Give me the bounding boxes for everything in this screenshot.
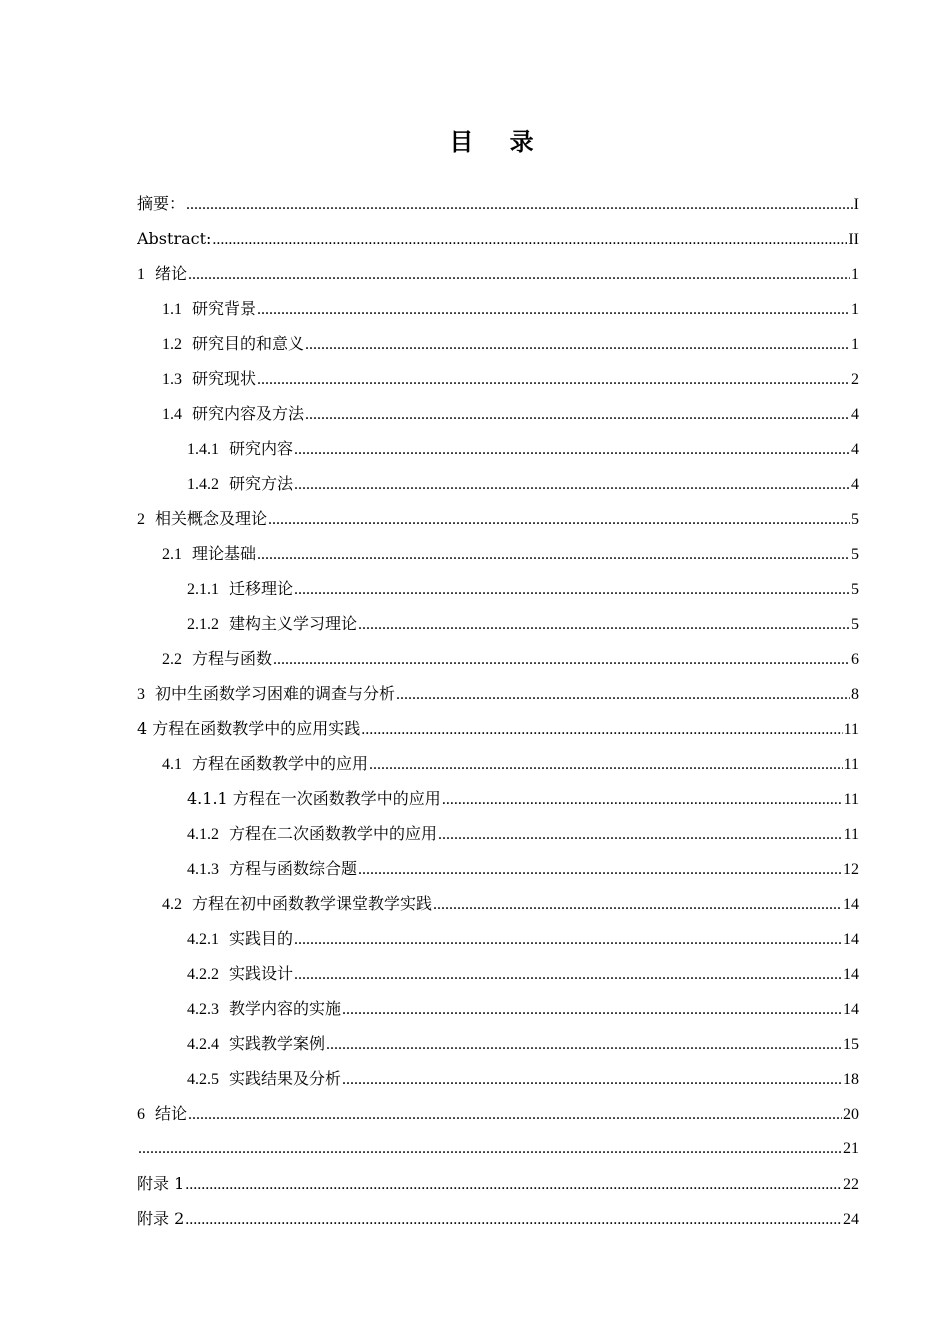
toc-dot-leader (358, 607, 850, 641)
toc-entry[interactable] (137, 676, 859, 711)
toc-entry-label: 方程与函数综合题 (229, 859, 358, 878)
toc-dot-leader (438, 817, 843, 851)
toc-entry-number: 4.2.1 (187, 931, 219, 948)
table-of-contents (137, 186, 859, 1236)
toc-dot-leader (185, 1202, 842, 1236)
toc-dot-leader (442, 782, 843, 816)
toc-entry-page-number: 21 (843, 1140, 859, 1157)
toc-entry[interactable] (137, 1166, 859, 1201)
toc-entry-page-number: 11 (843, 756, 859, 773)
toc-dot-leader (305, 397, 850, 431)
toc-dot-leader (326, 1027, 842, 1061)
toc-entry-label: 研究背景 (192, 299, 257, 318)
toc-entry[interactable] (137, 1096, 859, 1131)
toc-entry-label: 方程在二次函数教学中的应用 (229, 824, 438, 843)
toc-entry[interactable] (137, 711, 859, 746)
toc-entry-page-number: 5 (851, 546, 859, 563)
toc-entry-number: 4.2.3 (187, 1001, 219, 1018)
toc-entry-page-number: I (853, 196, 859, 213)
toc-entry-number: 4.2.2 (187, 966, 219, 983)
toc-entry[interactable] (137, 431, 859, 466)
toc-entry-page-number: 4 (851, 441, 859, 458)
toc-entry[interactable] (137, 536, 859, 571)
toc-dot-leader (361, 712, 842, 746)
toc-entry-label: 结论 (155, 1104, 188, 1123)
toc-dot-leader (294, 467, 850, 501)
toc-dot-leader (294, 432, 850, 466)
toc-entry-page-number: 14 (843, 896, 859, 913)
toc-dot-leader (396, 677, 850, 711)
toc-entry-label: 相关概念及理论 (155, 509, 268, 528)
toc-entry-page-number: 18 (843, 1071, 859, 1088)
toc-entry-number: 6 (137, 1106, 145, 1123)
toc-entry-label: 研究方法 (229, 474, 294, 493)
toc-entry[interactable] (137, 606, 859, 641)
toc-dot-leader (138, 1131, 842, 1166)
toc-dot-leader (188, 1097, 842, 1131)
toc-dot-leader (369, 747, 843, 781)
toc-entry-number: 4.1.3 (187, 861, 219, 878)
toc-entry-page-number: 1 (851, 336, 859, 353)
toc-entry-label: 方程在初中函数教学课堂教学实践 (192, 894, 433, 913)
toc-entry[interactable] (137, 361, 859, 396)
toc-entry-page-number: 5 (851, 616, 859, 633)
toc-entry-label: 附录 1 (137, 1174, 185, 1193)
toc-entry[interactable] (137, 1026, 859, 1061)
toc-dot-leader (342, 992, 842, 1026)
toc-entry-number: 2.2 (162, 651, 182, 668)
toc-entry-number: 2.1 (162, 546, 182, 563)
toc-entry-label: 附录 2 (137, 1209, 185, 1228)
toc-entry[interactable] (137, 1201, 859, 1236)
toc-entry[interactable] (137, 221, 859, 256)
toc-entry-number: 4.1.2 (187, 826, 219, 843)
toc-dot-leader (186, 187, 853, 221)
toc-entry[interactable] (137, 326, 859, 361)
toc-entry-page-number: 12 (843, 861, 859, 878)
toc-dot-leader (188, 257, 850, 291)
toc-entry-page-number: 8 (851, 686, 859, 703)
toc-entry-number: 3 (137, 686, 145, 703)
toc-entry[interactable] (137, 501, 859, 536)
toc-entry[interactable] (137, 746, 859, 781)
toc-entry-label: 教学内容的实施 (229, 999, 342, 1018)
toc-entry-page-number: II (848, 231, 859, 248)
toc-entry-label: 方程与函数 (192, 649, 273, 668)
toc-entry-label: 研究内容及方法 (192, 404, 305, 423)
toc-entry-page-number: 11 (843, 721, 859, 738)
toc-entry[interactable] (137, 1061, 859, 1096)
toc-entry-number: 4.1 (162, 756, 182, 773)
toc-dot-leader (257, 362, 850, 396)
toc-entry[interactable] (137, 641, 859, 676)
toc-dot-leader (273, 642, 850, 676)
toc-entry-page-number: 22 (843, 1176, 859, 1193)
toc-entry-page-number: 14 (843, 1001, 859, 1018)
toc-entry-page-number: 2 (851, 371, 859, 388)
toc-entry-label: Abstract: (137, 229, 212, 248)
toc-entry-number: 1.2 (162, 336, 182, 353)
toc-entry-number: 4.2 (162, 896, 182, 913)
toc-entry-label: 初中生函数学习困难的调查与分析 (155, 684, 396, 703)
toc-entry[interactable] (137, 466, 859, 501)
toc-entry-label: 摘要： (137, 194, 186, 213)
toc-entry-number: 4.2.4 (187, 1036, 219, 1053)
toc-entry-label: 研究现状 (192, 369, 257, 388)
toc-dot-leader (268, 502, 850, 536)
toc-dot-leader (433, 887, 842, 921)
toc-entry-number: 2.1.1 (187, 581, 219, 598)
toc-entry-label: 迁移理论 (229, 579, 294, 598)
toc-entry[interactable] (137, 571, 859, 606)
toc-entry-label: 绪论 (155, 264, 188, 283)
toc-entry-label: 实践设计 (229, 964, 294, 983)
toc-dot-leader (294, 922, 842, 956)
toc-entry-page-number: 5 (851, 581, 859, 598)
toc-entry-label: 研究目的和意义 (192, 334, 305, 353)
toc-entry-label: 建构主义学习理论 (229, 614, 358, 633)
toc-entry-page-number: 14 (843, 931, 859, 948)
toc-entry-label: 研究内容 (229, 439, 294, 458)
toc-entry-page-number: 24 (843, 1211, 859, 1228)
toc-entry[interactable] (137, 956, 859, 991)
toc-entry-label: 方程在函数教学中的应用 (192, 754, 369, 773)
toc-entry-number: 2 (137, 511, 145, 528)
toc-dot-leader (257, 292, 850, 326)
toc-entry-number: 1.3 (162, 371, 182, 388)
toc-entry-page-number: 1 (851, 301, 859, 318)
toc-entry-number: 1.1 (162, 301, 182, 318)
toc-entry-number: 4.2.5 (187, 1071, 219, 1088)
toc-entry[interactable] (137, 816, 859, 851)
toc-entry[interactable] (137, 256, 859, 291)
toc-entry[interactable] (137, 921, 859, 956)
toc-entry-page-number: 14 (843, 966, 859, 983)
toc-entry-label: 4.1.1 方程在一次函数教学中的应用 (187, 789, 441, 808)
toc-entry-page-number: 11 (843, 826, 859, 843)
toc-entry-page-number: 4 (851, 406, 859, 423)
toc-dot-leader (212, 222, 847, 256)
toc-entry-label: 4 方程在函数教学中的应用实践 (137, 719, 361, 738)
toc-dot-leader (185, 1167, 842, 1201)
toc-dot-leader (358, 852, 842, 886)
toc-entry-number: 1 (137, 266, 145, 283)
toc-entry-label: 理论基础 (192, 544, 257, 563)
toc-entry-number: 1.4.1 (187, 441, 219, 458)
toc-entry-number: 1.4.2 (187, 476, 219, 493)
toc-dot-leader (257, 537, 850, 571)
toc-entry-number: 2.1.2 (187, 616, 219, 633)
toc-entry[interactable] (137, 186, 859, 221)
page-title: 目 录 (449, 128, 548, 156)
toc-entry-page-number: 4 (851, 476, 859, 493)
toc-entry[interactable] (137, 291, 859, 326)
toc-entry-page-number: 15 (843, 1036, 859, 1053)
toc-entry[interactable] (137, 781, 859, 816)
toc-entry-number: 1.4 (162, 406, 182, 423)
toc-entry-page-number: 6 (851, 651, 859, 668)
toc-dot-leader (342, 1062, 842, 1096)
toc-entry-page-number: 11 (843, 791, 859, 808)
toc-entry-page-number: 20 (843, 1106, 859, 1123)
toc-entry-label: 实践结果及分析 (229, 1069, 342, 1088)
toc-entry-page-number: 5 (851, 511, 859, 528)
toc-dot-leader (294, 957, 842, 991)
toc-dot-leader (294, 572, 850, 606)
toc-entry[interactable] (137, 886, 859, 921)
toc-entry-label: 实践目的 (229, 929, 294, 948)
toc-dot-leader (305, 327, 850, 361)
toc-entry[interactable] (137, 1131, 859, 1166)
toc-entry[interactable] (137, 396, 859, 431)
toc-entry-label: 实践教学案例 (229, 1034, 326, 1053)
toc-entry-page-number: 1 (851, 266, 859, 283)
toc-entry[interactable] (137, 991, 859, 1026)
toc-entry[interactable] (137, 851, 859, 886)
